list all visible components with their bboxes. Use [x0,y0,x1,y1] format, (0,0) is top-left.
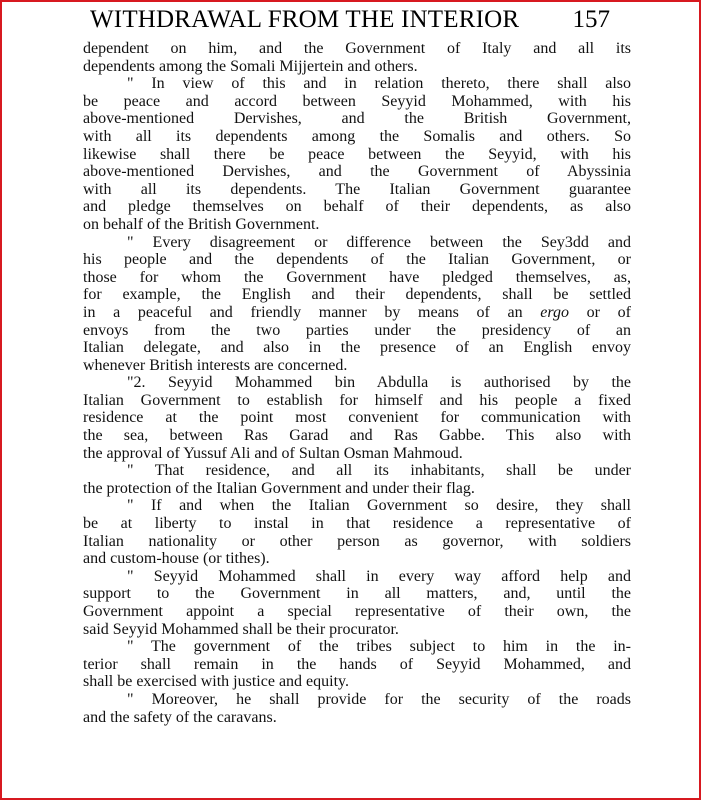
text-line: Government appoint a special representative of their own, the [83,603,631,620]
text-line: envoys from the two parties under the presidency of an [83,321,631,339]
text-line: support to the Government in all matters, and, until the [83,585,631,603]
body-text [83,40,631,726]
text-line: and the safety of the caravans. [83,708,277,726]
text-line: whenever British interests are concerned. [83,356,348,374]
running-title: WITHDRAWAL FROM THE INTERIOR [90,6,520,33]
text-line: " Every disagreement or difference between the Sey3dd and [127,233,631,251]
text-line: Italian delegate, and also in the presence of an English envoy [83,339,631,357]
text-line: residence at the point most convenient for communication with [83,409,631,427]
text-line: above-mentioned Dervishes, and the Government of Abyssinia [83,163,631,181]
text-line: the sea, between Ras Garad and Ras Gabbe. This also with [83,427,631,445]
text-line: " Seyyid Mohammed shall in every way afford help and [127,567,631,585]
text-line: the protection of the Italian Government and under their flag. [83,479,475,497]
italic-word: ergo [540,303,570,321]
page-header [90,6,610,42]
text-line: " Moreover, he shall provide for the security of the roads [127,690,631,708]
text-line: "2. Seyyid Mohammed bin Abdulla is authorised by the [127,374,631,392]
page-number: 157 [572,6,610,33]
text-line: terior shall remain in the hands of Seyyid Mohammed, and [83,655,631,673]
text-line: shall be exercised with justice and equity. [83,673,349,691]
text-line: with all its dependents among the Somalis and others. So [83,127,631,145]
text-line: above-mentioned Dervishes, and the British Government, [83,110,631,128]
text-line: and custom-house (or tithes). [83,550,270,568]
text-run: or of [569,303,631,321]
text-line: be peace and accord between Seyyid Mohammed, with his [83,92,631,110]
text-run: in a peaceful and friendly manner by means of an [83,303,541,321]
text-line: and pledge themselves on behalf of their dependents, as also [83,198,631,216]
text-line: for example, the English and their dependents, shall be settled [83,286,631,304]
text-line: said Seyyid Mohammed shall be their procurator. [83,620,399,638]
text-line: likewise shall there be peace between the Seyyid, with his [83,145,631,163]
text-line: " That residence, and all its inhabitants, shall be under [127,462,631,480]
text-line: " In view of this and in relation thereto, there shall also [127,75,631,93]
text-line: " If and when the Italian Government so desire, they shall [127,497,631,515]
text-line: dependents among the Somali Mijjertein and others. [83,57,418,75]
text-line: " The government of the tribes subject to him in the in- [127,638,631,656]
text-line: Italian Government to establish for himself and his people a fixed [83,391,631,409]
text-line: the approval of Yussuf Ali and of Sultan Osman Mahmoud. [83,444,463,462]
text-line: dependent on him, and the Government of Italy and all its [83,40,631,57]
text-line: on behalf of the British Government. [83,215,320,233]
text-line: his people and the dependents of the Italian Government, or [83,251,631,269]
text-line-with-italic [83,304,631,322]
text-line: those for whom the Government have pledged themselves, as, [83,268,631,286]
text-line: Italian nationality or other person as governor, with soldiers [83,532,631,550]
text-line: with all its dependents. The Italian Government guarantee [83,180,631,198]
text-line: be at liberty to instal in that residence a representative of [83,515,631,533]
